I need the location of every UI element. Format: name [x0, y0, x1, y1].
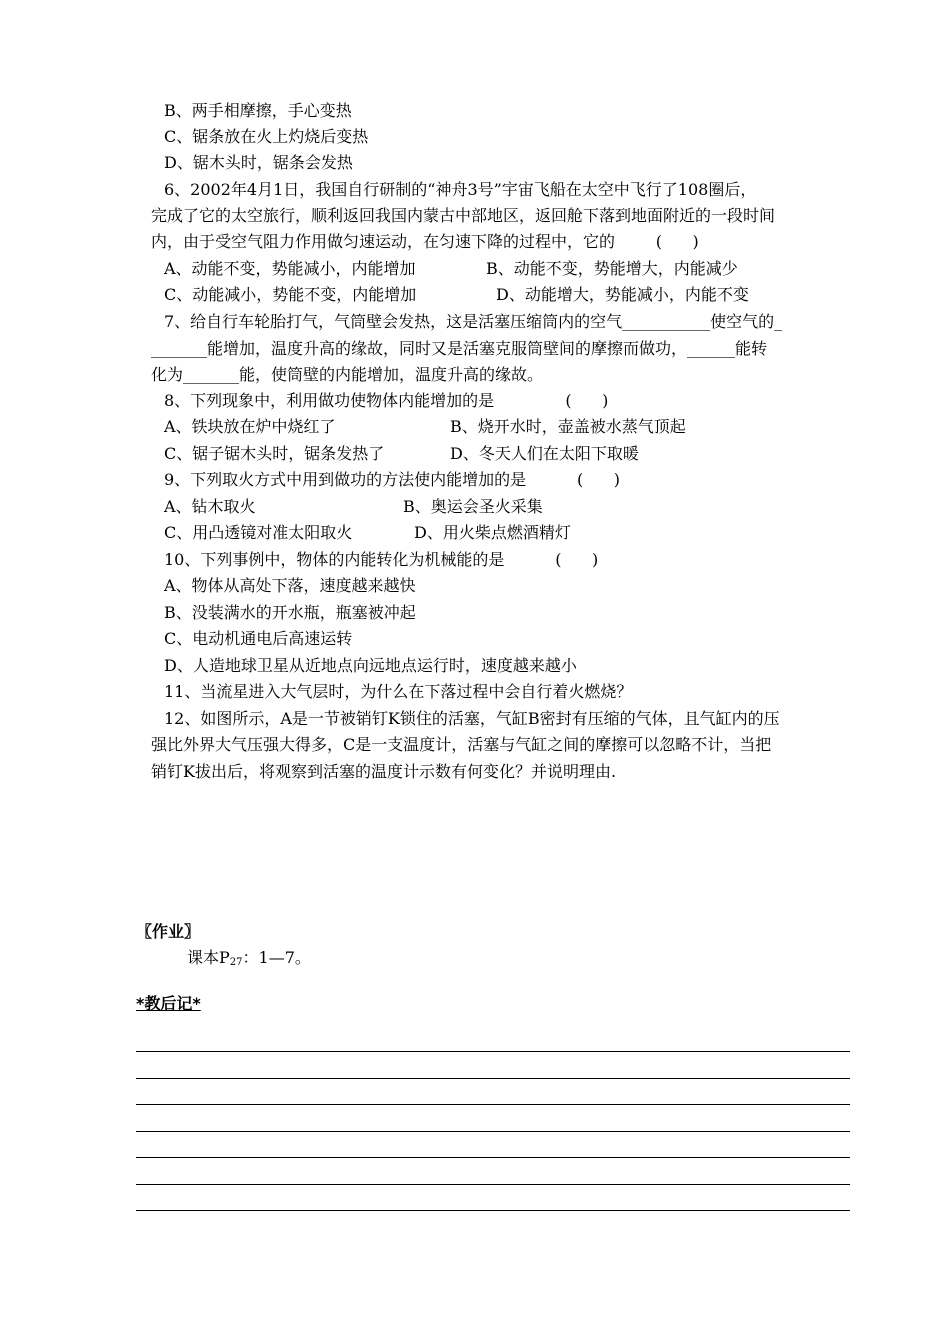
- q10-stem: 10、下列事例中，物体的内能转化为机械能的是 ( ): [164, 550, 599, 569]
- notes-blank-line: [136, 1104, 850, 1105]
- notes-blank-line: [136, 1078, 850, 1079]
- q8-option-d: D、冬天人们在太阳下取暖: [450, 444, 639, 463]
- q9-option-c: C、用凸透镜对准太阳取火: [164, 523, 353, 542]
- homework-page-subscript: 27: [229, 957, 243, 968]
- q6-line-2: 完成了它的太空旅行，顺利返回我国内蒙古中部地区，返回舱下落到地面附近的一段时间: [151, 206, 776, 225]
- q6-option-d: D、动能增大，势能减小，内能不变: [496, 285, 749, 304]
- q6-line-1: 6、2002年4月1日，我国自行研制的“神舟3号”宇宙飞船在太空中飞行了108圈后，: [164, 180, 757, 199]
- q12-line-1: 12、如图所示，A是一节被销钉K锁住的活塞，气缸B密封有压缩的气体，且气缸内的压: [164, 709, 780, 728]
- q10-option-a: A、物体从高处下落，速度越来越快: [164, 576, 416, 595]
- q10-option-d: D、人造地球卫星从近地点向远地点运行时，速度越来越小: [164, 656, 577, 675]
- q9-option-d: D、用火柴点燃酒精灯: [414, 523, 571, 542]
- q6-option-c: C、动能减小，势能不变，内能增加: [164, 285, 417, 304]
- homework-heading: 〖作业〗: [136, 922, 201, 941]
- notes-blank-line: [136, 1131, 850, 1132]
- q9-option-a: A、钻木取火: [164, 497, 256, 516]
- notes-blank-line: [136, 1184, 850, 1185]
- q7-line-1: 7、给自行车轮胎打气，气筒壁会发热，这是活塞压缩筒内的空气___________使空气的_: [164, 312, 783, 331]
- q7-line-2: _______能增加，温度升高的缘故，同时又是活塞克服筒壁间的摩擦而做功，______能转: [151, 339, 768, 358]
- q6-option-a: A、动能不变，势能减小，内能增加: [164, 259, 416, 278]
- q12-line-3: 销钉K拔出后，将观察到活塞的温度计示数有何变化？并说明理由.: [151, 762, 617, 781]
- q5-option-d: D、锯木头时，锯条会发热: [164, 153, 353, 172]
- homework-text-prefix: 课本P: [187, 948, 230, 967]
- q8-option-c: C、锯子锯木头时，锯条发热了: [164, 444, 385, 463]
- q5-option-b: B、两手相摩擦，手心变热: [164, 101, 352, 120]
- notes-blank-line: [136, 1051, 850, 1052]
- q8-stem: 8、下列现象中，利用做功使物体内能增加的是 ( ): [164, 391, 609, 410]
- q6-line-3: 内，由于受空气阻力作用做匀速运动，在匀速下降的过程中，它的 ( ): [151, 232, 699, 251]
- notes-blank-line: [136, 1210, 850, 1211]
- q10-option-c: C、电动机通电后高速运转: [164, 629, 353, 648]
- q7-line-3: 化为_______能，使筒壁的内能增加，温度升高的缘故。: [151, 365, 544, 384]
- q8-option-b: B、烧开水时，壶盖被水蒸气顶起: [450, 417, 686, 436]
- homework-text-suffix: ：1—7。: [242, 948, 311, 967]
- q11-stem: 11、当流星进入大气层时，为什么在下落过程中会自行着火燃烧？: [164, 682, 633, 701]
- q5-option-c: C、锯条放在火上灼烧后变热: [164, 127, 369, 146]
- homework-text: [187, 948, 311, 973]
- q10-option-b: B、没装满水的开水瓶，瓶塞被冲起: [164, 603, 416, 622]
- notes-blank-line: [136, 1157, 850, 1158]
- q12-line-2: 强比外界大气压强大得多，C是一支温度计，活塞与气缸之间的摩擦可以忽略不计，当把: [151, 735, 772, 754]
- q8-option-a: A、铁块放在炉中烧红了: [164, 417, 336, 436]
- teaching-notes-heading: *教后记*: [136, 994, 201, 1013]
- q9-option-b: B、奥运会圣火采集: [403, 497, 543, 516]
- q9-stem: 9、下列取火方式中用到做功的方法使内能增加的是 ( ): [164, 470, 621, 489]
- q6-option-b: B、动能不变，势能增大，内能减少: [486, 259, 738, 278]
